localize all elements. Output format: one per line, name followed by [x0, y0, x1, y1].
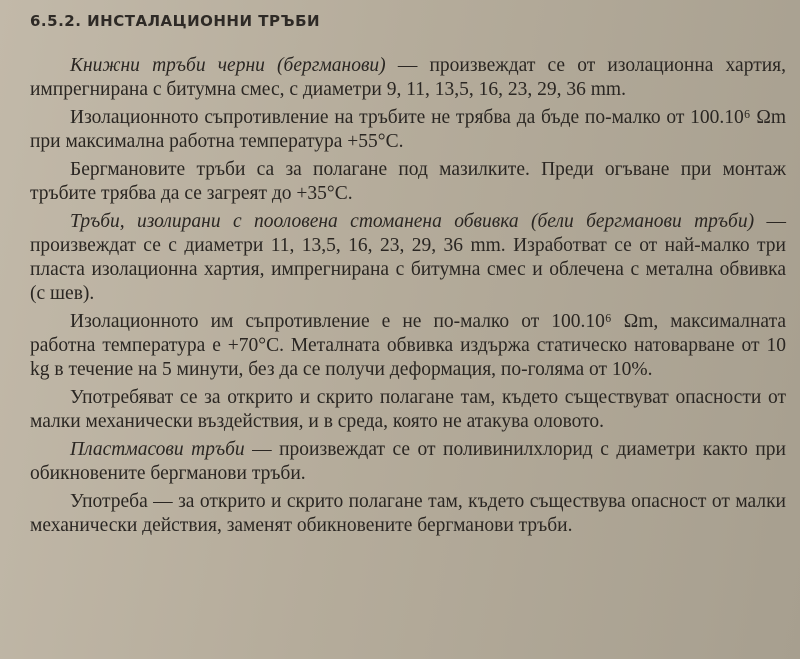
section-heading: 6.5.2. ИНСТАЛАЦИОННИ ТРЪБИ: [30, 12, 321, 30]
paragraph-1: [30, 54, 786, 102]
term-plastic-tubes: Пластмасови тръби: [70, 439, 245, 460]
paragraph-3: [30, 158, 786, 206]
paragraph-3-text: Бергмановите тръби са за полагане под мазилките. Преди огъване при монтаж тръбите трябва да се загреят до +35°C.: [30, 159, 786, 204]
paragraph-6: [30, 386, 786, 434]
term-lead-sheathed-tubes: Тръби, изолирани с пооловена стоманена обвивка (бели бергманови тръби): [70, 211, 755, 232]
paragraph-1-text: — произвеждат се от изолационна хартия, импрегнирана с битумна смес, с диаметри 9, 11, 13,5, 16, 23, 29, 36 mm.: [30, 55, 787, 100]
paragraph-7-text: — произвеждат се от поливинилхлорид с диаметри както при обикновените бергманови тръби.: [30, 439, 786, 484]
paragraph-2: [30, 106, 786, 154]
paragraph-6-text: Употребяват се за открито и скрито полагане там, където съществуват опасности от малки механически въздействия, и в среда, която не атакува оловото.: [30, 387, 786, 432]
paragraph-4-text: — произвеждат се с диаметри 11, 13,5, 16, 23, 29, 36 mm. Изработват се от най-малко три пласта изолационна хартия, импрегнирана с битумна смес и облечена с метална обвивка (с шев).: [30, 211, 786, 304]
paragraph-8-text: Употреба — за открито и скрито полагане там, където съществува опасност от малки механически действия, заменят обикновените бергманови тръби.: [30, 491, 786, 536]
paragraph-5: [30, 310, 786, 382]
paragraph-4: [30, 210, 786, 306]
paragraph-5-text: Изолационното им съпротивление е не по-малко от 100.10⁶ Ωm, максималната работна температура е +70°C. Металната обвивка издържа статическо натоварване от 10 kg в течение на 5 минути, без да се получи деформация, по-голяма от 10%.: [30, 311, 786, 380]
term-paper-tubes: Книжни тръби черни (бергманови): [70, 55, 386, 76]
paragraph-7: [30, 438, 786, 486]
paragraph-8: [30, 490, 786, 538]
paragraph-2-text: Изолационното съпротивление на тръбите не трябва да бъде по-малко от 100.10⁶ Ωm при максимална работна температура +55°C.: [30, 107, 786, 152]
